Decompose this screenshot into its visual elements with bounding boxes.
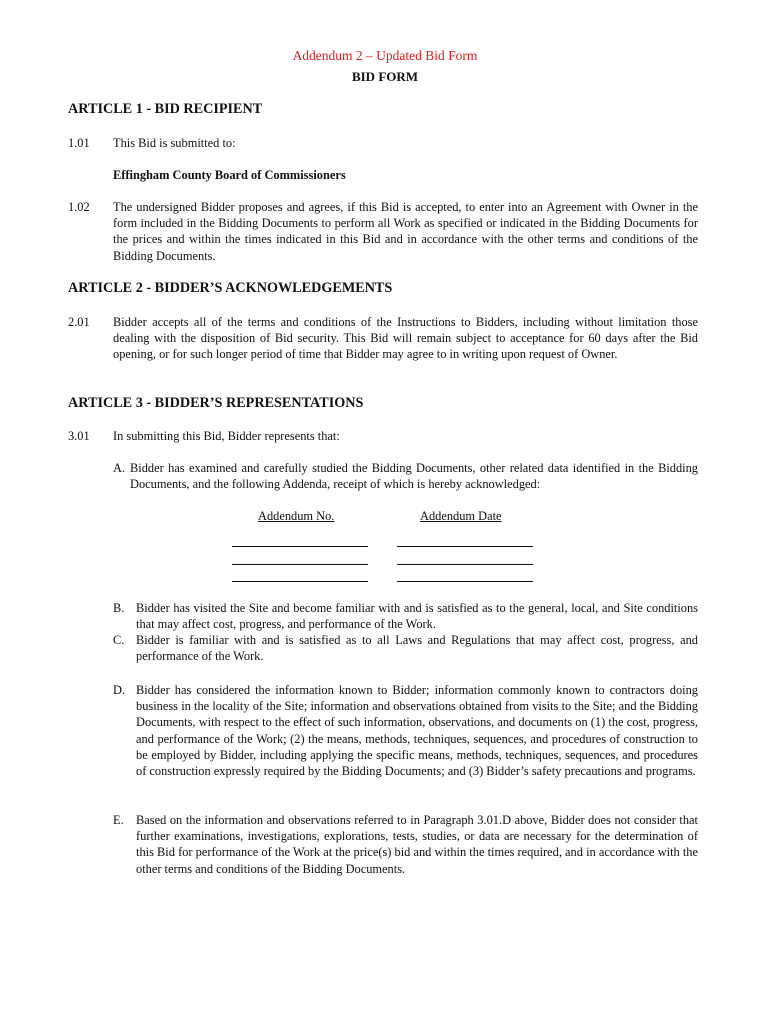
paragraph-1-01-number: 1.01 bbox=[68, 136, 90, 150]
item-c-label: C. bbox=[113, 633, 125, 647]
item-a bbox=[113, 460, 698, 494]
addendum-date-blank-3[interactable] bbox=[397, 581, 533, 582]
paragraph-2-01-text: Bidder accepts all of the terms and conditions of the Instructions to Bidders, including without limitation those dealing with the disposition of Bid security. This Bid will remain subject to acceptance for 60 days after the Bid opening, or for such longer period of time that Bidder may agree to in writing upon request of Owner. bbox=[113, 315, 698, 362]
page-title: BID FORM bbox=[351, 69, 419, 84]
addendum-date-blank-2[interactable] bbox=[397, 564, 533, 565]
addendum-number-blank-1[interactable] bbox=[232, 546, 368, 547]
paragraph-1-02-number: 1.02 bbox=[68, 200, 90, 214]
item-b-label: B. bbox=[113, 601, 125, 615]
item-b-text: Bidder has visited the Site and become familiar with and is satisfied as to the general, local, and Site conditions that may affect cost, progress, and performance of the Work. bbox=[136, 601, 698, 632]
bid-recipient-name: Effingham County Board of Commissioners bbox=[113, 168, 346, 182]
item-e bbox=[113, 812, 698, 878]
paragraph-3-01-text: In submitting this Bid, Bidder represents that: bbox=[113, 429, 340, 443]
article-1-heading: ARTICLE 1 - BID RECIPIENT bbox=[68, 101, 263, 117]
addendum-date-column-header: Addendum Date bbox=[420, 509, 502, 523]
article-2-heading: ARTICLE 2 - BIDDER’S ACKNOWLEDGEMENTS bbox=[68, 280, 393, 296]
item-a-label: A. bbox=[113, 461, 126, 475]
item-a-text: Bidder has examined and carefully studied the Bidding Documents, other related data identified in the Bidding Documents, and the following Addenda, receipt of which is hereby acknowledged: bbox=[130, 461, 698, 492]
addendum-number-column-header: Addendum No. bbox=[258, 509, 335, 523]
item-b bbox=[113, 600, 698, 634]
item-c bbox=[113, 632, 698, 666]
item-e-label: E. bbox=[113, 813, 124, 827]
item-d-label: D. bbox=[113, 683, 126, 697]
paragraph-1-01-text: This Bid is submitted to: bbox=[113, 136, 236, 150]
addendum-number-blank-2[interactable] bbox=[232, 564, 368, 565]
addendum-notice: Addendum 2 – Updated Bid Form bbox=[292, 48, 478, 63]
addendum-date-blank-1[interactable] bbox=[397, 546, 533, 547]
item-d-text: Bidder has considered the information known to Bidder; information commonly known to contractors doing business in the locality of the Site; information and observations obtained from visits to the Site; and the Bidding Documents, with respect to the effect of such information, observations, and documents on (1) the cost, progress, and performance of the Work; (2) the means, methods, techniques, sequences, and procedures of construction to be employed by Bidder, including applying the specific means, methods, techniques, sequences, and procedures of construction expressly required by the Bidding Documents; and (3) Bidder’s safety precautions and programs. bbox=[136, 683, 698, 779]
item-d bbox=[113, 682, 698, 798]
paragraph-3-01-number: 3.01 bbox=[68, 429, 90, 443]
paragraph-1-02-text: The undersigned Bidder proposes and agrees, if this Bid is accepted, to enter into an Agreement with Owner in the form included in the Bidding Documents to perform all Work as specified or indicated in the Bidding Documents for the prices and within the times indicated in this Bid and in accordance with the other terms and conditions of the Bidding Documents. bbox=[113, 200, 698, 263]
paragraph-2-01-number: 2.01 bbox=[68, 315, 90, 329]
article-3-heading: ARTICLE 3 - BIDDER’S REPRESENTATIONS bbox=[68, 395, 364, 411]
item-c-text: Bidder is familiar with and is satisfied as to all Laws and Regulations that may affect cost, progress, and performance of the Work. bbox=[136, 633, 698, 664]
addendum-number-blank-3[interactable] bbox=[232, 581, 368, 582]
item-e-text: Based on the information and observations referred to in Paragraph 3.01.D above, Bidder does not consider that further examinations, investigations, explorations, tests, studies, or data are necessary for the determination of this Bid for performance of the Work at the price(s) bid and within the times required, and in accordance with the other terms and conditions of the Bidding Documents. bbox=[136, 813, 698, 876]
